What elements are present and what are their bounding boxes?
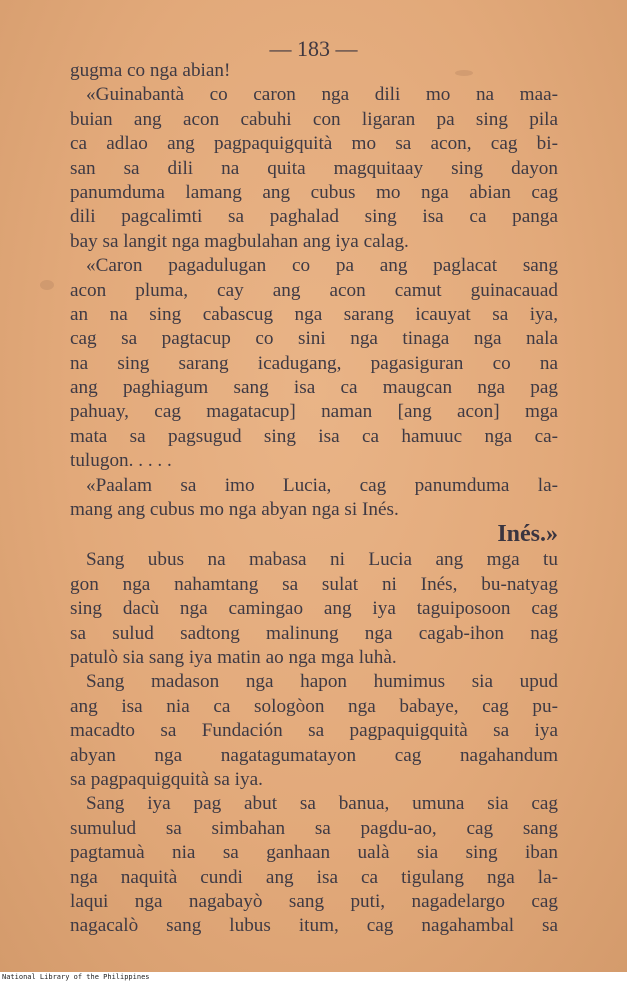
text-line: sa sulud sadtong malinung nga cagab-ihon nag: [70, 622, 558, 644]
text-line: gon nga nahamtang sa sulat ni Inés, bu-natyag: [70, 573, 558, 595]
text-line: na sing sarang icadugang, pagasiguran co na: [70, 352, 558, 374]
text-line: buian ang acon cabuhi con ligaran pa sing pila: [70, 108, 558, 130]
text-line: dili pagcalimti sa paghalad sing isa ca panga: [70, 206, 558, 228]
text-line: bay sa langit nga magbulahan ang iya calag.: [70, 230, 409, 252]
text-line: abyan nga nagatagumatayon cag nagahandum: [70, 744, 558, 766]
text-line: laqui nga nagabayò sang puti, nagadelargo cag: [70, 890, 558, 912]
text-line: san sa dili na quita magquitaay sing dayon: [70, 157, 558, 179]
text-line: ang paghiagum sang isa ca maugcan nga pag: [70, 377, 558, 399]
text-line: «Caron pagadulugan co pa ang paglacat sang: [86, 255, 558, 277]
footer-credit: National Library of the Philippines: [2, 973, 150, 981]
text-line: sumulud sa simbahan sa pagdu-ao, cag sang: [70, 817, 558, 839]
text-line: pagtamuà nia sa ganhaan ualà sia sing iban: [70, 842, 558, 864]
text-line: mata sa pagsugud sing isa ca hamuuc nga ca-: [70, 425, 558, 447]
text-line: gugma co nga abian!: [70, 60, 231, 81]
text-line: Sang madason nga hapon humimus sia upud: [86, 671, 558, 693]
signature: Inés.»: [497, 521, 558, 548]
text-line: nga naquità cundi ang isa ca tigulang nga la-: [70, 866, 558, 888]
text-line: mang ang cubus mo nga abyan nga si Inés.: [70, 499, 399, 521]
paper-stain: [40, 280, 54, 290]
text-line: «Paalam sa imo Lucia, cag panumduma la-: [86, 474, 558, 496]
text-line: sing dacù nga camingao ang iya taguiposoon cag: [70, 598, 558, 620]
text-line: acon pluma, cay ang acon camut guinacauad: [70, 279, 558, 301]
page-number: — 183 —: [269, 36, 358, 61]
text-line: panumduma lamang ang cubus mo nga abian cag: [70, 181, 558, 203]
text-line: pahuay, cag magatacup] naman [ang acon] mga: [70, 401, 558, 423]
text-line: macadto sa Fundación sa pagpaquigquità sa iya: [70, 720, 558, 742]
text-line: nagacalò sang lubus itum, cag nagahambal sa: [70, 915, 558, 937]
text-line: sa pagpaquigquità sa iya.: [70, 768, 263, 790]
text-line: ang isa nia ca sologòon nga babaye, cag pu-: [70, 695, 558, 717]
text-line: cag sa pagtacup co sini nga tinaga nga nala: [70, 328, 558, 350]
body-text: [70, 59, 558, 939]
text-line: patulò sia sang iya matin ao nga mga luhà.: [70, 646, 397, 668]
text-line: ca adlao ang pagpaquigquità mo sa acon, cag bi-: [70, 133, 558, 155]
text-line: Sang iya pag abut sa banua, umuna sia cag: [86, 793, 558, 815]
text-line: tulugon. . . . .: [70, 450, 172, 472]
text-line: an na sing cabascug nga sarang icauyat sa iya,: [70, 303, 558, 325]
text-line: Sang ubus na mabasa ni Lucia ang mga tu: [86, 549, 558, 571]
text-line: «Guinabantà co caron nga dili mo na maa-: [86, 84, 558, 106]
